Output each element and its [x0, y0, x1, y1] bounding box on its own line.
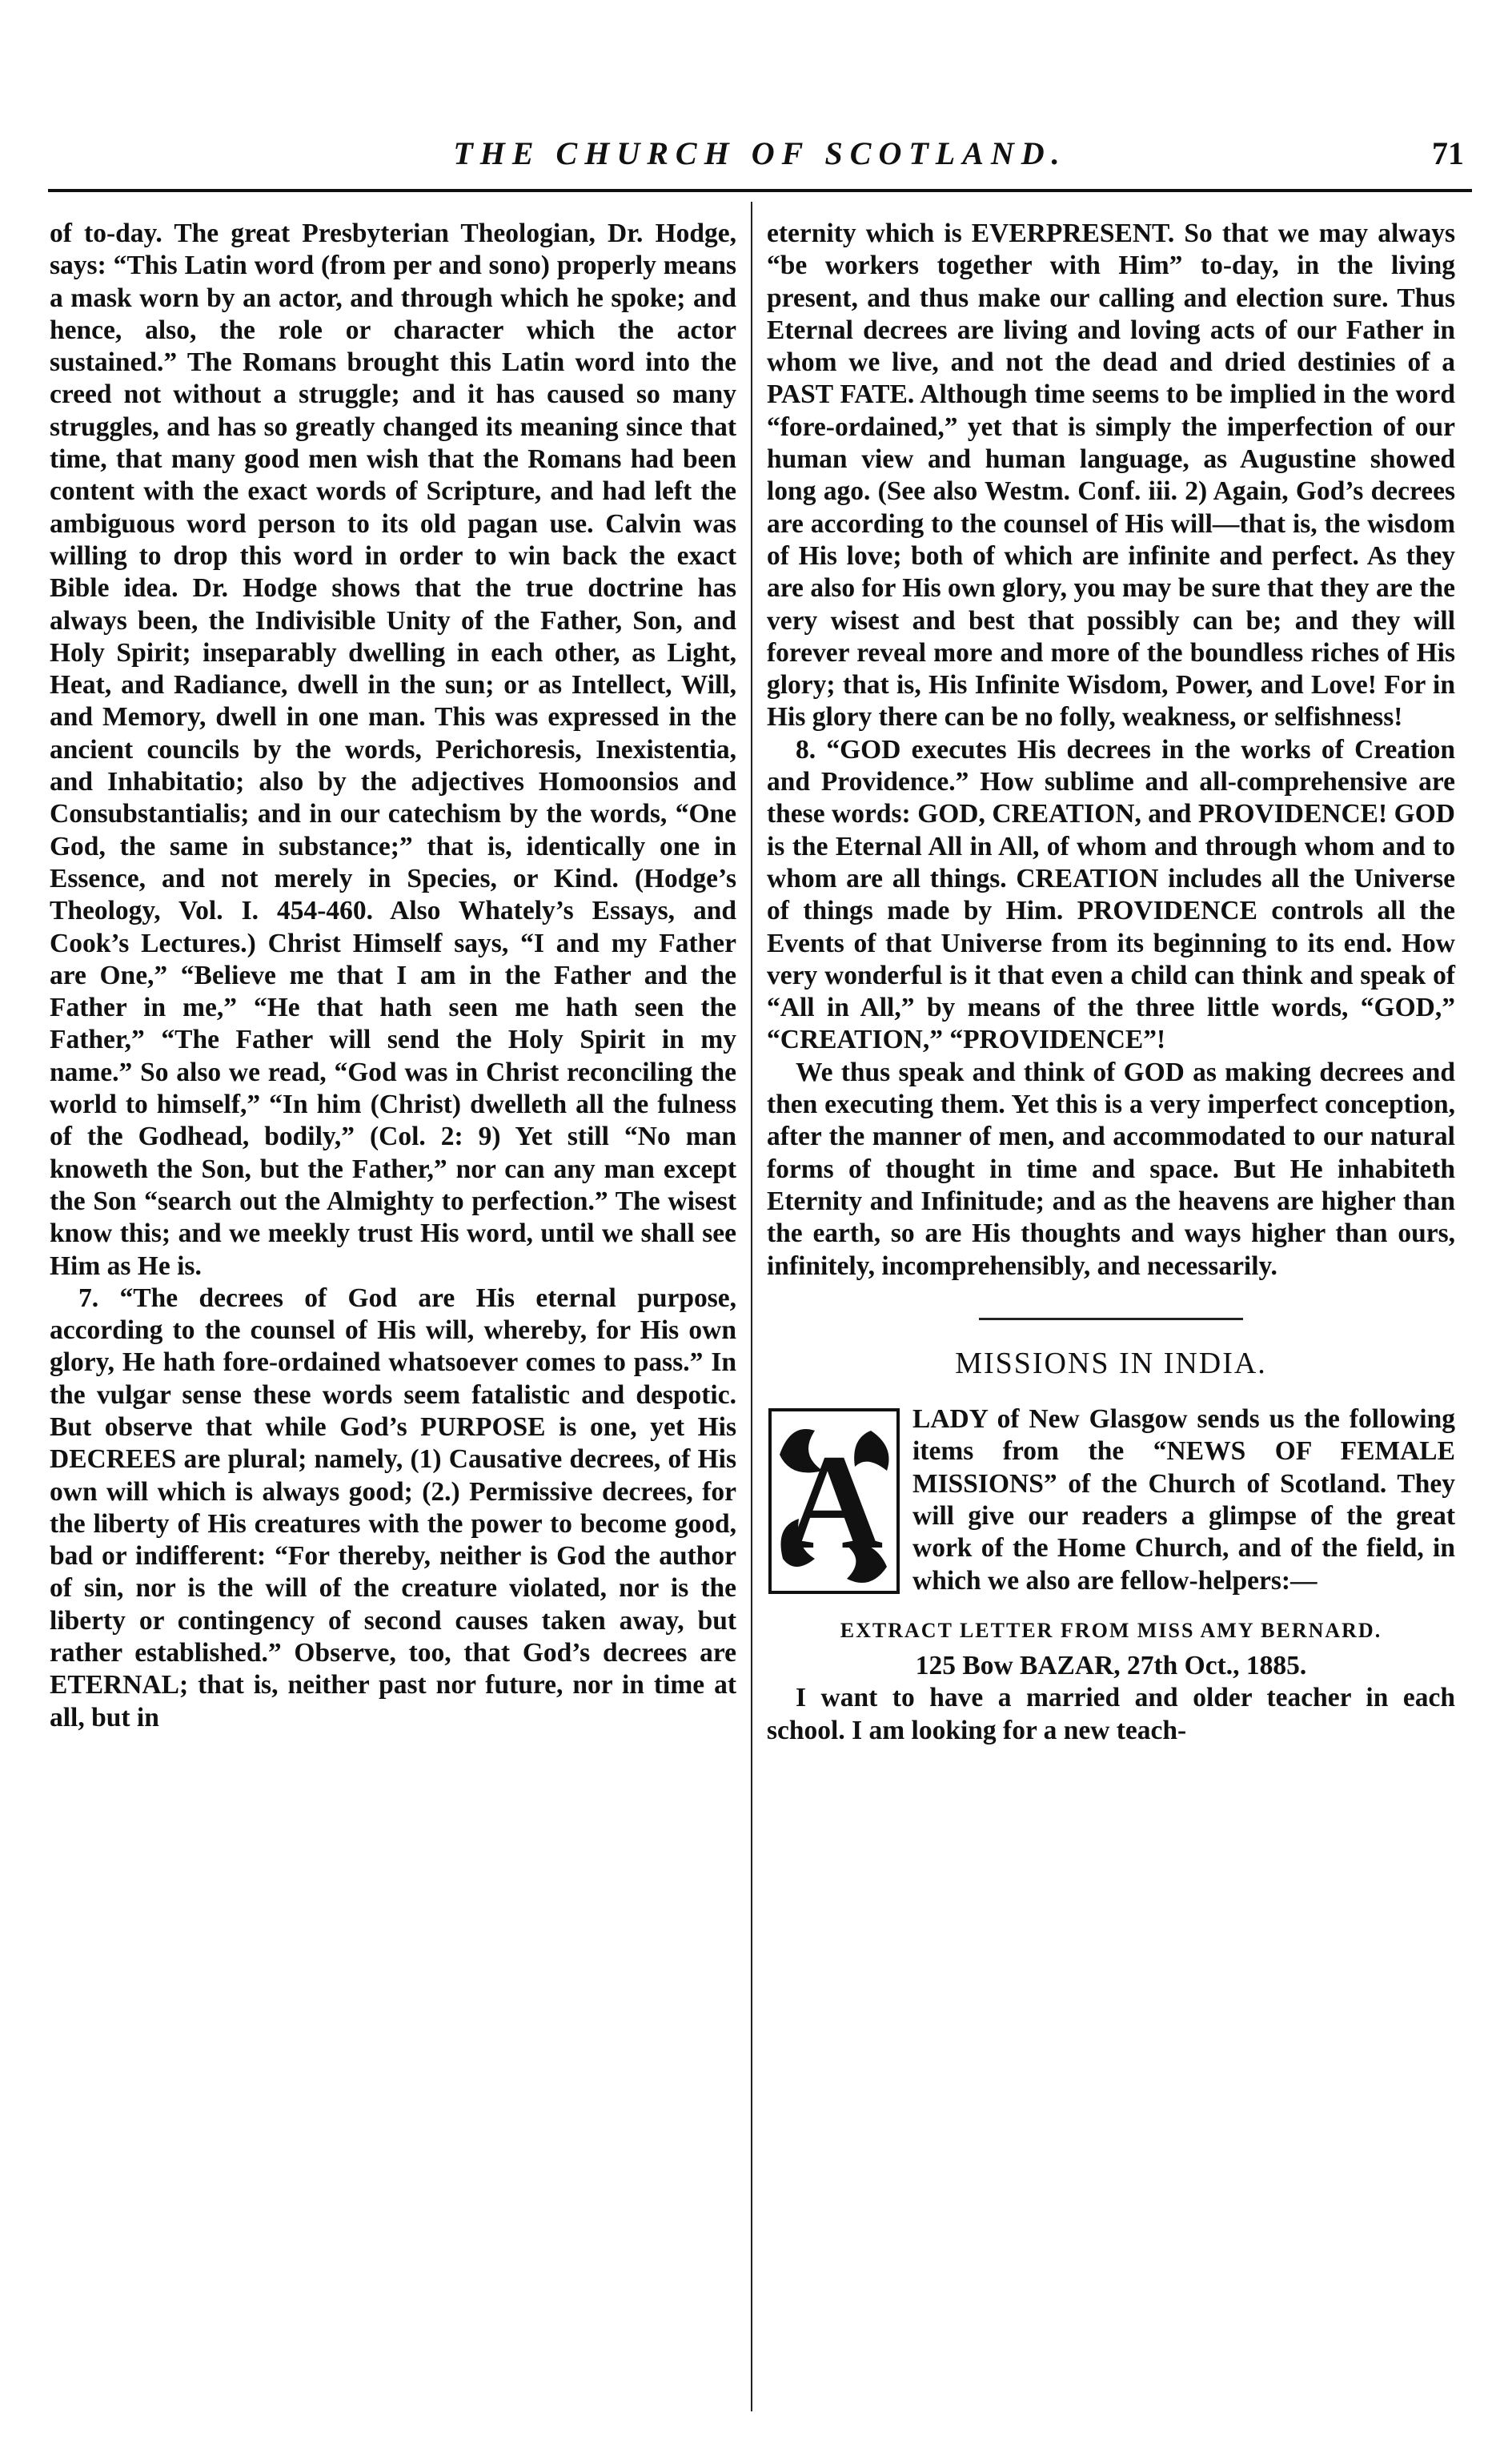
column-divider — [751, 202, 752, 2411]
right-paragraph-2: 8. “GOD executes His decrees in the works of Creation and Providence.” How sublime and all-comprehensive are these words: GOD, CREATION, and PROVIDENCE! GOD is the Eternal All in All, of whom and through whom and to whom are all things. CREATION includes all the Universe of things made by Him. PROVIDENCE controls all the Events of that Universe from its beginning to its end. How very wonderful is it that even a child can think and speak of “All in All,” by means of the three little words, “GOD,” “CREATION,” “PROVIDENCE”! — [767, 734, 1455, 1055]
left-paragraph-1: of to-day. The great Presbyterian Theologian, Dr. Hodge, says: “This Latin word (from per and sono) properly means a mask worn by an actor, and through which he spoke; and hence, also, the role or character which the actor sustained.” The Romans brought this Latin word into the creed not without a struggle; and it has caused so many struggles, and has so greatly changed its meaning since that time, that many good men wish that the Romans had been content with the exact words of Scripture, and had left the ambiguous word person to its old pagan use. Calvin was willing to drop this word in order to win back the exact Bible idea. Dr. Hodge shows that the true doctrine has always been, the Indivisible Unity of the Father, Son, and Holy Spirit; inseparably dwelling in each other, as Light, Heat, and Radiance, dwell in the sun; or as Intellect, Will, and Memory, dwell in one man. This was expressed in the ancient councils by the words, Perichoresis, Inexistentia, and Inhabitatio; also by the adjectives Homoonsios and Consubstantialis; and in our catechism by the words, “One God, the same in substance;” that is, identically one in Essence, and not merely in Species, or Kind. (Hodge’s Theology, Vol. I. 454-460. Also Whately’s Essays, and Cook’s Lectures.) Christ Himself says, “I and my Father are One,” “Believe me that I am in the Father and the Father in me,” “He that hath seen me hath seen the Father,” “The Father will send the Holy Spirit in my name.” So also we read, “God was in Christ reconciling the world to himself,” “In him (Christ) dwelleth all the fulness of the Godhead, bodily,” (Col. 2: 9) Yet still “No man knoweth the Son, but the Father,” nor can any man except the Son “search out the Almighty to perfection.” The wisest know this; and we meekly trust His word, until we shall see Him as He is. — [50, 219, 736, 1281]
ornamental-dropcap — [767, 1407, 901, 1596]
dropcap-letter: A — [784, 1427, 884, 1578]
header-rule — [48, 189, 1472, 192]
section-rule — [979, 1318, 1243, 1320]
letter-heading: EXTRACT LETTER FROM MISS AMY BERNARD. — [840, 1618, 1382, 1642]
right-column — [767, 218, 1455, 1747]
page-header — [48, 134, 1472, 179]
page-number: 71 — [1432, 135, 1464, 171]
running-title: THE CHURCH OF SCOTLAND. — [453, 135, 1067, 171]
section-title: MISSIONS IN INDIA. — [955, 1346, 1267, 1380]
right-paragraph-3: We thus speak and think of GOD as making decrees and then executing them. Yet this is a very imperfect conception, after the manner of men, and accommodated to our natural forms of thought in time and space. But He inhabiteth Eternity and Infinitude; and as the heavens are higher than the earth, so are His thoughts and ways higher than ours, infinitely, incomprehensibly, and necessarily. — [767, 1057, 1455, 1281]
letter-address: 125 Bow BAZAR, 27th Oct., 1885. — [915, 1651, 1307, 1681]
intro-block — [767, 1403, 1455, 1597]
intro-paragraph: LADY of New Glasgow sends us the following items from the “NEWS OF FEMALE MISSIONS” of the Church of Scotland. They will give our readers a glimpse of the great work of the Home Church, and of the field, in which we also are fellow-helpers:— — [912, 1404, 1455, 1596]
left-column — [50, 218, 736, 1734]
left-paragraph-2: 7. “The decrees of God are His eternal purpose, according to the counsel of His will, whereby, for His own glory, He hath fore-ordained whatsoever comes to pass.” In the vulgar sense these words seem fatalistic and despotic. But observe that while God’s PURPOSE is one, yet His DECREES are plural; namely, (1) Causative decrees, of His own will which is always good; (2.) Permissive decrees, for the liberty of His creatures with the power to become good, bad or indifferent: “For thereby, neither is God the author of sin, nor is the will of the creature violated, nor is the liberty or contingency of second causes taken away, but rather established.” Observe, too, that God’s decrees are ETERNAL; that is, neither past nor future, nor in time at all, but in — [50, 1283, 736, 1732]
letter-opening: I want to have a married and older teacher in each school. I am looking for a new teach- — [767, 1683, 1455, 1745]
right-paragraph-1: eternity which is EVERPRESENT. So that we may always “be workers together with Him” to-day, in the living present, and thus make our calling and election sure. Thus Eternal decrees are living and loving acts of our Father in whom we live, and not the dead and dried destinies of a PAST FATE. Although time seems to be implied in the word “fore-ordained,” yet that is simply the imperfection of our human view and human language, as Augustine showed long ago. (See also Westm. Conf. iii. 2) Again, God’s decrees are according to the counsel of His will—that is, the wisdom of His love; both of which are infinite and perfect. As they are also for His own glory, you may be sure that they are the very wisest and best that possibly can be; and they will forever reveal more and more of the boundless riches of His glory; that is, His Infinite Wisdom, Power, and Love! For in His glory there can be no folly, weakness, or selfishness! — [767, 219, 1455, 733]
